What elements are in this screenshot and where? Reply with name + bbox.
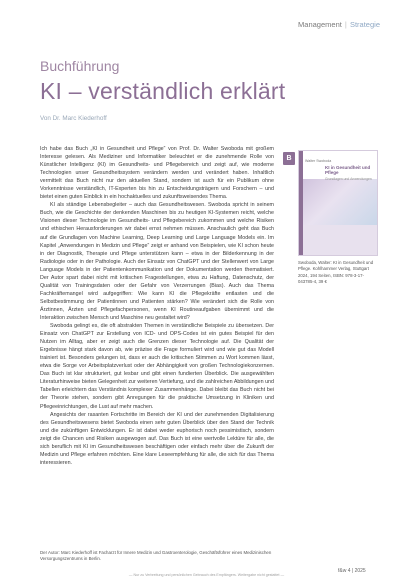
body-paragraph: Angesichts der rasanten Fortschritte im Bereich der KI und der zunehmenden Digitalisierung des Gesundheitswesens bietet Swoboda einen sehr guten Überblick über den Stand der Technik und die zukünftigen Entwicklungen. Er ist dabei weder euphorisch noch pessimistisch, sondern zeigt die Chancen und Risiken ausgewogen auf. Das Buch ist eine wertvolle Lektüre für alle, die sich beruflich mit KI im Gesundheitswesen beschäftigen oder einfach mehr über die Zukunft der Medizin und Pflege erfahren möchten. Eine klare Leseempfehlung für alle, die sich für das Thema interessieren.: [40, 411, 274, 466]
cover-title: KI in Gesundheit und Pflege: [325, 165, 371, 176]
subsection-label: Strategie: [349, 20, 380, 29]
body-paragraph: Ich habe das Buch „KI in Gesundheit und Pflege“ von Prof. Dr. Walter Swoboda mit großem Interesse gelesen. Als Mediziner und Informatiker beleuchtet er die zunehmende Rolle von Künstlicher Intelligenz (KI) im Gesundheits- und Pflegebereich und zeigt auf, wie moderne Technologien unser Gesundheitssystem verändern werden und verändert haben. Inhaltlich vermittelt das Buch nicht nur den aktuellen Stand, sondern ist auch für ein Publikum ohne Vorkenntnisse verständlich, IT-Experten bis hin zu Entscheidungsträgern und Forschern – und bietet einen guten Einblick in ein hochaktuelles und zukunftsweisendes Thema.: [40, 146, 274, 201]
body-paragraph: KI als ständige Lebensbegleiter – auch das Gesundheitswesen. Swoboda spricht in seinem Buch, wie die Geschichte der denkenden Maschinen bis zu heutigen KI-Systemen reicht, welche Visionen dieser Technologie im Gesundheits- und Pflegebereich zukommen und welche Risiken und ethischen Herausforderungen wir dabei ernst nehmen müssen. Anschaulich geht das Buch auf die Grundlagen von Machine Learning, Deep Learning und Large Language Models ein. Im Kapitel „Anwendungen in Medizin und Pflege“ zeigt er anhand von Beispielen, wie KI schon heute in der Diagnostik, Therapie und Pflege unterstützen kann – etwa in der Bilderkennung in der Radiologie oder in der Pathologie. Auch der Einsatz von ChatGPT und der Stellenwert von Large Language Models in der Patientenkommunikation und der Dokumentation werden thematisiert. Der Autor spart dabei nicht mit kritischen Fragestellungen, etwa zu Haftung, Datenschutz, der Qualität von Trainingsdaten oder der Gefahr von Verzerrungen (Bias). Auch das Thema Fachkräftemangel wird aufgegriffen: Wie kann KI die Pflegekräfte entlasten und die Selbstbestimmung der Patientinnen und Patienten stärken? Wie verändert sich die Rolle von Ärztinnen, Ärzten und Pflegefachpersonen, wenn KI Routineaufgaben übernimmt und die Interaktion zwischen Mensch und Maschine neu gestaltet wird?: [40, 202, 274, 321]
book-cover-image: [298, 150, 378, 256]
article-body: [40, 145, 274, 467]
cover-author: Walter Swoboda: [305, 159, 332, 163]
section-label: Management: [298, 20, 342, 29]
footer-notice: — Nur zu Verbreitung und persönlichen Gebrauch des Empfängers. Weitergabe nicht gestattet —: [128, 573, 285, 577]
cover-accent-bar: [299, 151, 303, 255]
book-details: Swoboda, Walter: KI in Gesundheit und Pflege. Kohlhammer Verlag, Stuttgart 2024, 194 Seiten, ISBN: 978-3-17-043785-4, 39 €: [298, 260, 374, 284]
article-headline: KI – verständlich erklärt: [40, 78, 286, 104]
author-note: Der Autor: Marc Kiederhoff ist Facharzt für Innere Medizin und Gastroenterologie, Geschäftsführer eines Medizinischen Versorgungszentrums in Berlin.: [40, 550, 272, 562]
book-icon: B: [283, 152, 295, 165]
article-byline: Von Dr. Marc Kiederhoff: [40, 115, 107, 122]
cover-illustration: [299, 179, 377, 225]
body-paragraph: Swoboda gelingt es, die oft abstrakten Themen in verständliche Beispiele zu übersetzen. Der Einsatz von ChatGPT zur Erstellung von ICD- und OPS-Codes ist ein gutes Beispiel für den Nutzen im Alltag, aber er zeigt auch die Grenzen dieser Technologie auf. Die Qualität der Ergebnisse hängt stark davon ab, wie präzise die Frage formuliert wird und wie gut das Modell trainiert ist. Besonders gelungen ist, dass er auch die kritischen Stimmen zu Wort kommen lässt, etwa die Sorge vor Arbeitsplatzverlust oder der Abhängigkeit von großen Technologiekonzernen. Das Buch ist klar strukturiert, gut lesbar und gibt einen fundierten Überblick. Die ausgewählten Literaturhinweise bieten Gelegenheit zur weiteren Vertiefung, und die zahlreichen Abbildungen und Tabellen erleichtern das Verständnis komplexer Zusammenhänge. Dabei bleibt das Buch nicht bei der Theorie stehen, sondern gibt Anregungen für die praktische Umsetzung in Kliniken und Pflegeeinrichtungen, die Lust auf mehr machen.: [40, 323, 274, 410]
section-header: [298, 20, 380, 29]
page-number: f&w 4 | 2025: [338, 568, 366, 574]
article-kicker: Buchführung: [40, 58, 120, 74]
section-separator: |: [344, 20, 347, 29]
cover-subtitle: Grundlagen und Anwendungen: [325, 177, 372, 181]
